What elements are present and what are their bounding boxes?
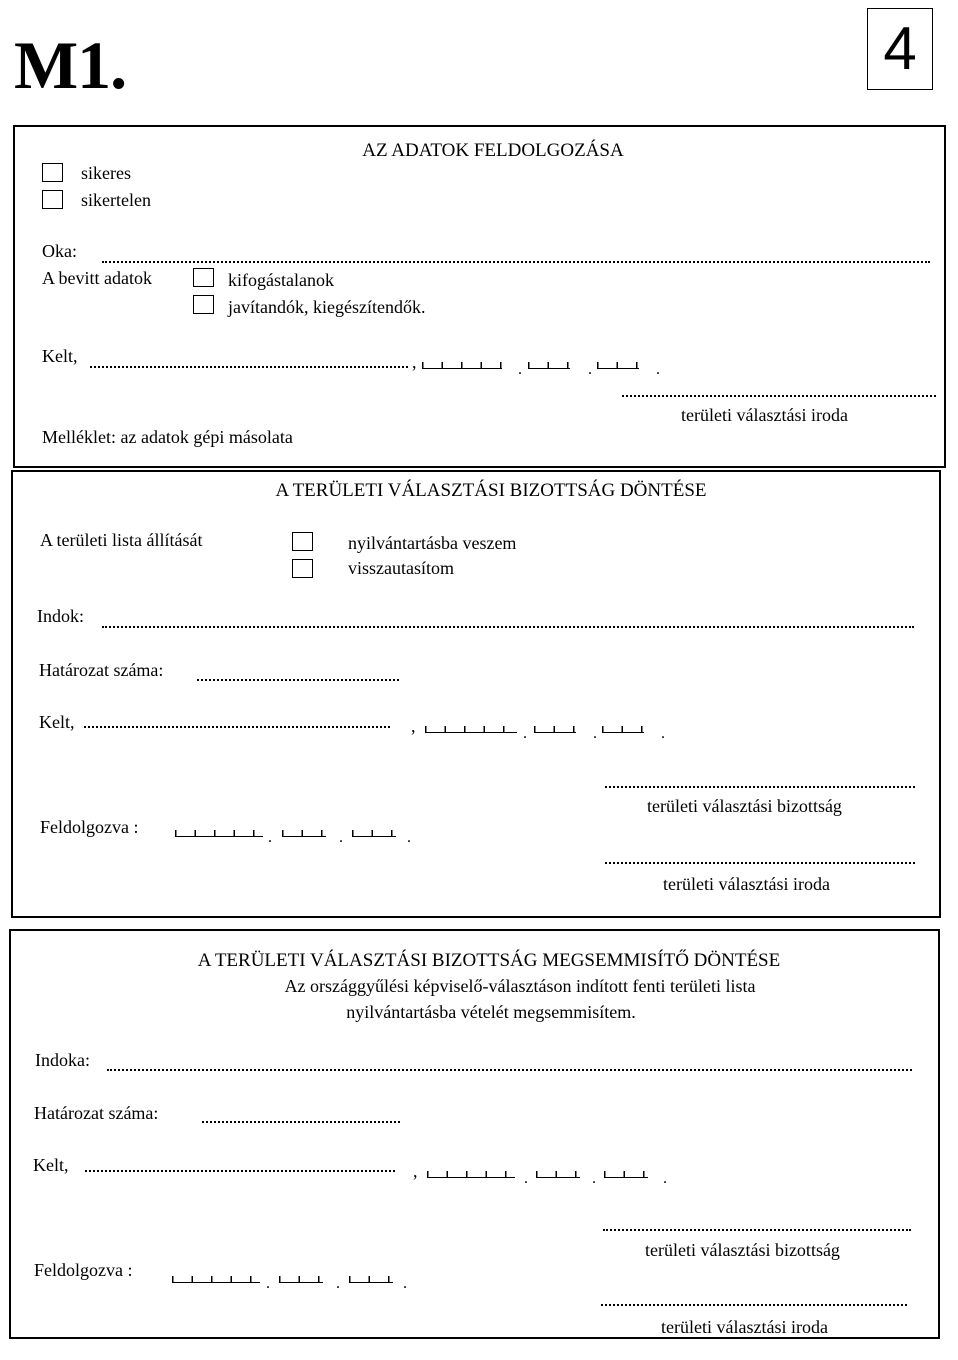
- attachment-note: Melléklet: az adatok gépi másolata: [42, 427, 293, 447]
- justification-label: Indok:: [37, 606, 84, 626]
- year-boxes[interactable]: [425, 724, 517, 733]
- processed-year-boxes[interactable]: [172, 1274, 260, 1283]
- processed-label: Feldolgozva :: [34, 1260, 133, 1280]
- committee-signatory-label: területi választási bizottság: [647, 796, 842, 816]
- month-boxes[interactable]: [536, 1169, 580, 1178]
- date-separator: .: [403, 1275, 407, 1292]
- annulment-statement-line1: Az országgyűlési képviselő-választáson indított fenti területi lista: [284, 976, 756, 996]
- processed-day-boxes[interactable]: [352, 828, 396, 837]
- date-comma: ,: [413, 1161, 418, 1181]
- date-separator: .: [661, 725, 665, 742]
- resolution-number-label: Határozat száma:: [34, 1103, 159, 1123]
- date-separator: .: [524, 1170, 528, 1187]
- reason-label: Oka:: [42, 241, 77, 261]
- resolution-number-field[interactable]: [197, 679, 399, 681]
- committee-decision-title: A TERÜLETI VÁLASZTÁSI BIZOTTSÁG DÖNTÉSE: [275, 480, 707, 501]
- processed-year-boxes[interactable]: [175, 828, 263, 837]
- office-signatory-label: területi választási iroda: [661, 1317, 828, 1337]
- justification-field[interactable]: [107, 1069, 912, 1071]
- reason-field[interactable]: [102, 261, 930, 263]
- processed-label: Feldolgozva :: [40, 817, 139, 837]
- office-signature-line[interactable]: [601, 1304, 907, 1306]
- office-signatory-label: területi választási iroda: [681, 405, 848, 425]
- list-submission-label: A területi lista állítását: [40, 530, 203, 550]
- page-number: 4: [883, 15, 917, 82]
- date-place-field[interactable]: [85, 1170, 395, 1172]
- date-place-field[interactable]: [84, 726, 390, 728]
- form-code: M1.: [14, 27, 127, 103]
- register-label: nyilvántartásba veszem: [348, 533, 517, 553]
- year-boxes[interactable]: [422, 360, 502, 369]
- resolution-number-field[interactable]: [202, 1121, 400, 1123]
- date-separator: .: [518, 361, 522, 378]
- date-separator: .: [588, 361, 592, 378]
- justification-field[interactable]: [102, 626, 914, 628]
- annulment-decision-title: A TERÜLETI VÁLASZTÁSI BIZOTTSÁG MEGSEMMISÍTŐ DÖNTÉSE: [197, 950, 781, 971]
- data-processing-title: AZ ADATOK FELDOLGOZÁSA: [362, 140, 624, 161]
- date-comma: ,: [411, 716, 416, 736]
- date-separator: .: [268, 829, 272, 846]
- date-separator: .: [663, 1170, 667, 1187]
- date-separator: .: [266, 1275, 270, 1292]
- date-place-field[interactable]: [90, 366, 408, 368]
- office-signatory-label: területi választási iroda: [663, 874, 830, 894]
- month-boxes[interactable]: [534, 724, 576, 733]
- date-separator: .: [592, 1170, 596, 1187]
- unsuccessful-checkbox[interactable]: [42, 190, 63, 209]
- processed-month-boxes[interactable]: [279, 1274, 323, 1283]
- date-separator: .: [593, 725, 597, 742]
- date-separator: .: [523, 725, 527, 742]
- day-boxes[interactable]: [604, 1169, 648, 1178]
- date-label: Kelt,: [33, 1155, 69, 1175]
- resolution-number-label: Határozat száma:: [39, 660, 164, 680]
- day-boxes[interactable]: [602, 724, 644, 733]
- reject-label: visszautasítom: [348, 558, 454, 578]
- date-comma: ,: [412, 352, 417, 372]
- unsuccessful-label: sikertelen: [81, 190, 151, 210]
- entered-data-label: A bevitt adatok: [42, 268, 152, 288]
- annulment-statement-line2: nyilvántartásba vételét megsemmisítem.: [346, 1002, 636, 1022]
- date-label: Kelt,: [39, 712, 75, 732]
- date-separator: .: [407, 829, 411, 846]
- committee-signature-line[interactable]: [603, 1229, 911, 1231]
- successful-checkbox[interactable]: [42, 163, 63, 182]
- date-label: Kelt,: [42, 346, 78, 366]
- register-checkbox[interactable]: [292, 532, 313, 551]
- needs-correction-label: javítandók, kiegészítendők.: [228, 297, 426, 317]
- day-boxes[interactable]: [597, 360, 639, 369]
- successful-label: sikeres: [81, 163, 131, 183]
- reject-checkbox[interactable]: [292, 559, 313, 578]
- flawless-checkbox[interactable]: [193, 268, 214, 287]
- committee-signatory-label: területi választási bizottság: [645, 1240, 840, 1260]
- processed-day-boxes[interactable]: [349, 1274, 393, 1283]
- date-separator: .: [656, 361, 660, 378]
- office-signature-line[interactable]: [622, 395, 936, 397]
- processed-month-boxes[interactable]: [282, 828, 326, 837]
- committee-signature-line[interactable]: [605, 786, 915, 788]
- office-signature-line[interactable]: [605, 862, 915, 864]
- needs-correction-checkbox[interactable]: [193, 295, 214, 314]
- justification-label: Indoka:: [35, 1050, 90, 1070]
- flawless-label: kifogástalanok: [228, 270, 334, 290]
- date-separator: .: [336, 1275, 340, 1292]
- year-boxes[interactable]: [427, 1169, 515, 1178]
- month-boxes[interactable]: [528, 360, 570, 369]
- date-separator: .: [339, 829, 343, 846]
